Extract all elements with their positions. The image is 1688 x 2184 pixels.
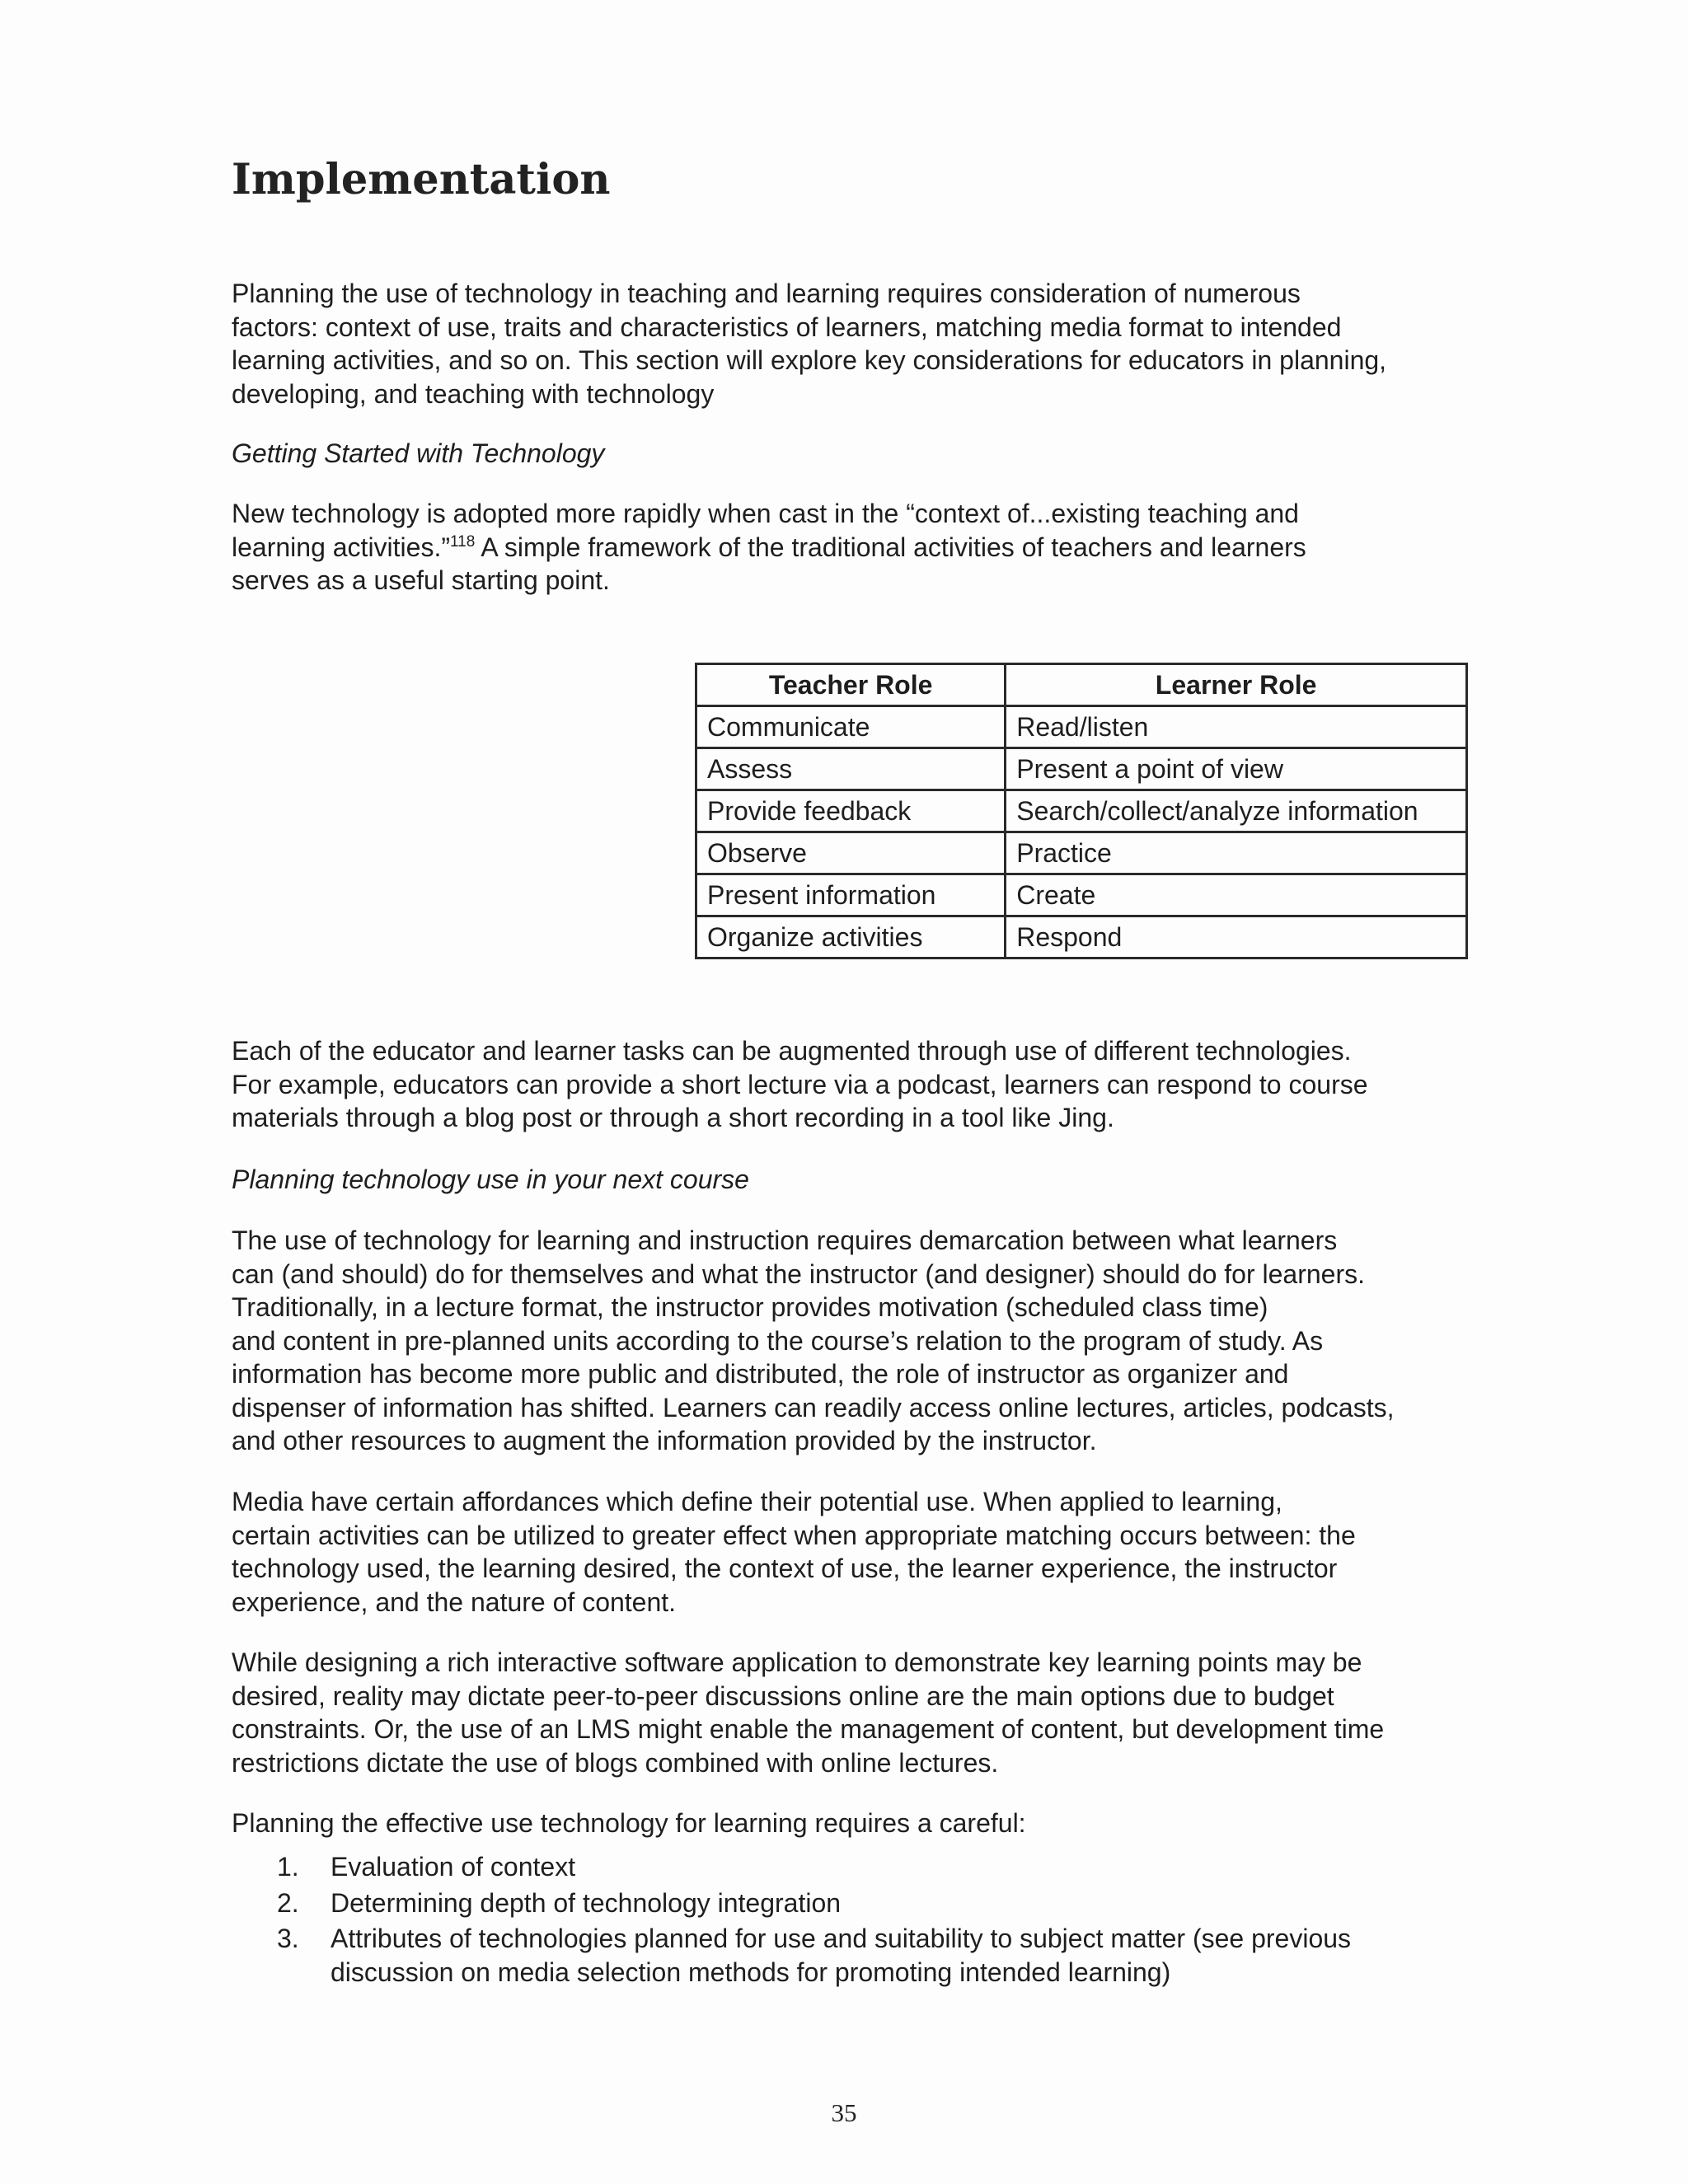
constraints-line: restrictions dictate the use of blogs combined with online lectures. <box>232 1747 999 1778</box>
page-number: 35 <box>831 2098 857 2127</box>
teacher-role-cell: Present information <box>696 874 1006 916</box>
learner-role-cell: Search/collect/analyze information <box>1006 790 1467 832</box>
list-number: 1. <box>277 1852 299 1882</box>
teacher-role-cell: Communicate <box>696 706 1006 748</box>
demarcation-line: can (and should) do for themselves and what the instructor (and designer) should do for learners. <box>232 1258 1365 1289</box>
affordances-paragraph <box>232 1485 1468 1619</box>
learner-role-cell: Create <box>1006 874 1467 916</box>
roles-table <box>695 663 1468 959</box>
learner-role-cell: Practice <box>1006 832 1467 874</box>
teacher-role-header: Teacher Role <box>696 664 1006 706</box>
learner-role-cell: Respond <box>1006 916 1467 958</box>
adoption-text: A simple framework of the traditional activities of teachers and learners <box>475 532 1306 562</box>
learner-role-cell: Present a point of view <box>1006 748 1467 790</box>
table-row <box>696 748 1467 790</box>
list-item-text: Attributes of technologies planned for use and suitability to subject matter (see previous <box>331 1924 1352 1953</box>
list-item-text: discussion on media selection methods for promoting intended learning) <box>331 1957 1171 1987</box>
demarcation-line: The use of technology for learning and instruction requires demarcation between what learners <box>232 1226 1338 1255</box>
intro-paragraph <box>232 277 1468 410</box>
section-title: Implementation <box>232 155 611 204</box>
constraints-line: constraints. Or, the use of an LMS might enable the management of content, but development time <box>232 1714 1385 1744</box>
adoption-line <box>232 531 1468 565</box>
intro-line: Planning the use of technology in teaching and learning requires consideration of numerous <box>232 279 1301 308</box>
planning-intro: Planning the effective use technology for learning requires a careful: <box>232 1808 1026 1838</box>
adoption-line: serves as a useful starting point. <box>232 565 610 595</box>
affordances-line: experience, and the nature of content. <box>232 1586 677 1617</box>
augment-line: materials through a blog post or through a short recording in a tool like Jing. <box>232 1103 1114 1132</box>
list-item <box>232 1886 1351 1920</box>
demarcation-line: information has become more public and distributed, the role of instructor as organizer and <box>232 1359 1289 1389</box>
planning-steps-list <box>232 1850 1351 1991</box>
footnote-reference: 118 <box>450 532 476 551</box>
list-number: 2. <box>277 1887 299 1918</box>
table-row <box>696 874 1467 916</box>
adoption-text: learning activities.” <box>232 532 450 562</box>
table-row <box>696 832 1467 874</box>
list-item-text: Determining depth of technology integration <box>331 1887 842 1918</box>
demarcation-line: and content in pre-planned units according to the course’s relation to the program of study. As <box>232 1325 1324 1356</box>
teacher-role-cell: Observe <box>696 832 1006 874</box>
table-row <box>696 916 1467 958</box>
augment-line: For example, educators can provide a short lecture via a podcast, learners can respond to course <box>232 1069 1368 1099</box>
list-number: 3. <box>277 1924 299 1953</box>
constraints-paragraph <box>232 1646 1468 1779</box>
demarcation-paragraph <box>232 1224 1468 1458</box>
learner-role-header: Learner Role <box>1006 664 1467 706</box>
constraints-line: While designing a rich interactive software application to demonstrate key learning points may be <box>232 1647 1362 1677</box>
intro-line: developing, and teaching with technology <box>232 378 715 409</box>
subheading-planning: Planning technology use in your next course <box>232 1165 749 1194</box>
demarcation-line: dispenser of information has shifted. Learners can readily access online lectures, articles, podcasts, <box>232 1392 1395 1422</box>
adoption-line: New technology is adopted more rapidly when cast in the “context of...existing teaching and <box>232 499 1299 528</box>
teacher-role-cell: Organize activities <box>696 916 1006 958</box>
affordances-line: technology used, the learning desired, the context of use, the learner experience, the instructor <box>232 1554 1338 1583</box>
learner-role-cell: Read/listen <box>1006 706 1467 748</box>
teacher-role-cell: Assess <box>696 748 1006 790</box>
adoption-paragraph <box>232 497 1468 598</box>
list-item <box>232 1850 1351 1884</box>
list-item <box>232 1922 1351 1989</box>
intro-line: learning activities, and so on. This section will explore key considerations for educators in planning, <box>232 345 1387 375</box>
teacher-role-cell: Provide feedback <box>696 790 1006 832</box>
demarcation-line: and other resources to augment the information provided by the instructor. <box>232 1426 1097 1455</box>
table-header-row <box>696 664 1467 706</box>
table-row <box>696 706 1467 748</box>
demarcation-line: Traditionally, in a lecture format, the instructor provides motivation (scheduled class time) <box>232 1292 1268 1322</box>
augment-line: Each of the educator and learner tasks can be augmented through use of different technologies. <box>232 1036 1352 1066</box>
subheading-getting-started: Getting Started with Technology <box>232 438 605 468</box>
table-row <box>696 790 1467 832</box>
affordances-line: Media have certain affordances which define their potential use. When applied to learning, <box>232 1487 1282 1516</box>
constraints-line: desired, reality may dictate peer-to-peer discussions online are the main options due to budget <box>232 1680 1334 1711</box>
intro-line: factors: context of use, traits and characteristics of learners, matching media format to intended <box>232 312 1342 342</box>
augment-paragraph <box>232 1034 1468 1135</box>
affordances-line: certain activities can be utilized to greater effect when appropriate matching occurs between: the <box>232 1520 1356 1550</box>
list-item-text: Evaluation of context <box>331 1852 576 1882</box>
